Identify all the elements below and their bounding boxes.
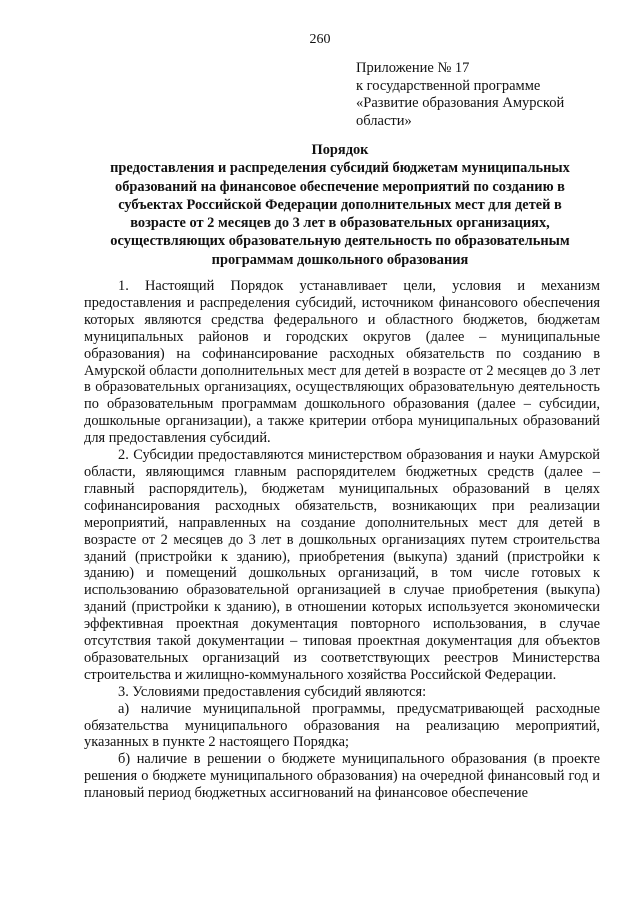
title-line: субъектах Российской Федерации дополнительных мест для детей в <box>118 196 562 213</box>
paragraph-1: 1. Настоящий Порядок устанавливает цели, условия и механизм предоставления и распределения субсидий, источником финансового обеспечения которых являются средства федерального и областного бюджетов, бюджетам муниципальных районов и городских округов (далее – муниципальные образования) на софинансирование расходных обязательств по созданию в Амурской области дополнительных мест для детей в возрасте от 2 месяцев до 3 лет в образовательных организациях, осуществляющих образовательную деятельность по образовательным программам дошкольного образования (далее – субсидии, дошкольные организации), а также критерии отбора муниципальных образований для предоставления субсидий. <box>84 278 600 447</box>
paragraph-3: 3. Условиями предоставления субсидий являются: <box>118 683 427 700</box>
appendix-line: области» <box>356 112 412 129</box>
title-line: программам дошкольного образования <box>211 251 469 268</box>
appendix-line: «Развитие образования Амурской <box>356 95 565 111</box>
appendix-reference <box>356 60 616 130</box>
title-line: осуществляющих образовательную деятельность по образовательным <box>110 233 570 250</box>
title-line: предоставления и распределения субсидий бюджетам муниципальных <box>110 160 570 177</box>
paragraph-2: 2. Субсидии предоставляются министерством образования и науки Амурской области, являющимся главным распорядителем бюджетных средств (далее – главный распорядитель), бюджетам муниципальных образований в целях софинансирования расходных обязательств, возникающих при реализации мероприятий, направленных на создание дополнительных мест для детей в возрасте от 2 месяцев до 3 лет в дошкольных организациях путем строительства зданий (пристройки к зданию), приобретения (выкупа) зданий (пристройки к зданию) и помещений дошкольных организаций, в том числе готовых к использованию образовательной организацией в случае приобретения (выкупа) зданий (пристройки к зданию), в отношении которых используется экономически эффективная проектная документация повторного использования, в случае отсутствия такой документации – типовая проектная документация для объектов образовательных организаций из соответствующих реестров Министерства строительства и жилищно-коммунального хозяйства Российской Федерации. <box>84 447 600 683</box>
title-line: образований на финансовое обеспечение мероприятий по созданию в <box>115 178 565 195</box>
document-title <box>90 141 590 269</box>
title-heading: Порядок <box>311 142 369 158</box>
paragraph-3a: а) наличие муниципальной программы, предусматривающей расходные обязательства муниципального образования на реализацию мероприятий, указанных в пункте 2 настоящего Порядка; <box>84 700 600 751</box>
page-number: 260 <box>309 32 331 47</box>
appendix-line: к государственной программе <box>356 77 541 94</box>
appendix-line: Приложение № 17 <box>356 60 470 76</box>
paragraph-3b: б) наличие в решении о бюджете муниципального образования (в проекте решения о бюджете муниципального образования) на очередной финансовый год и плановый период бюджетных ассигнований на финансовое обеспечение <box>84 751 600 802</box>
document-body <box>84 278 600 802</box>
title-line: возрасте от 2 месяцев до 3 лет в образовательных организациях, <box>130 215 550 232</box>
